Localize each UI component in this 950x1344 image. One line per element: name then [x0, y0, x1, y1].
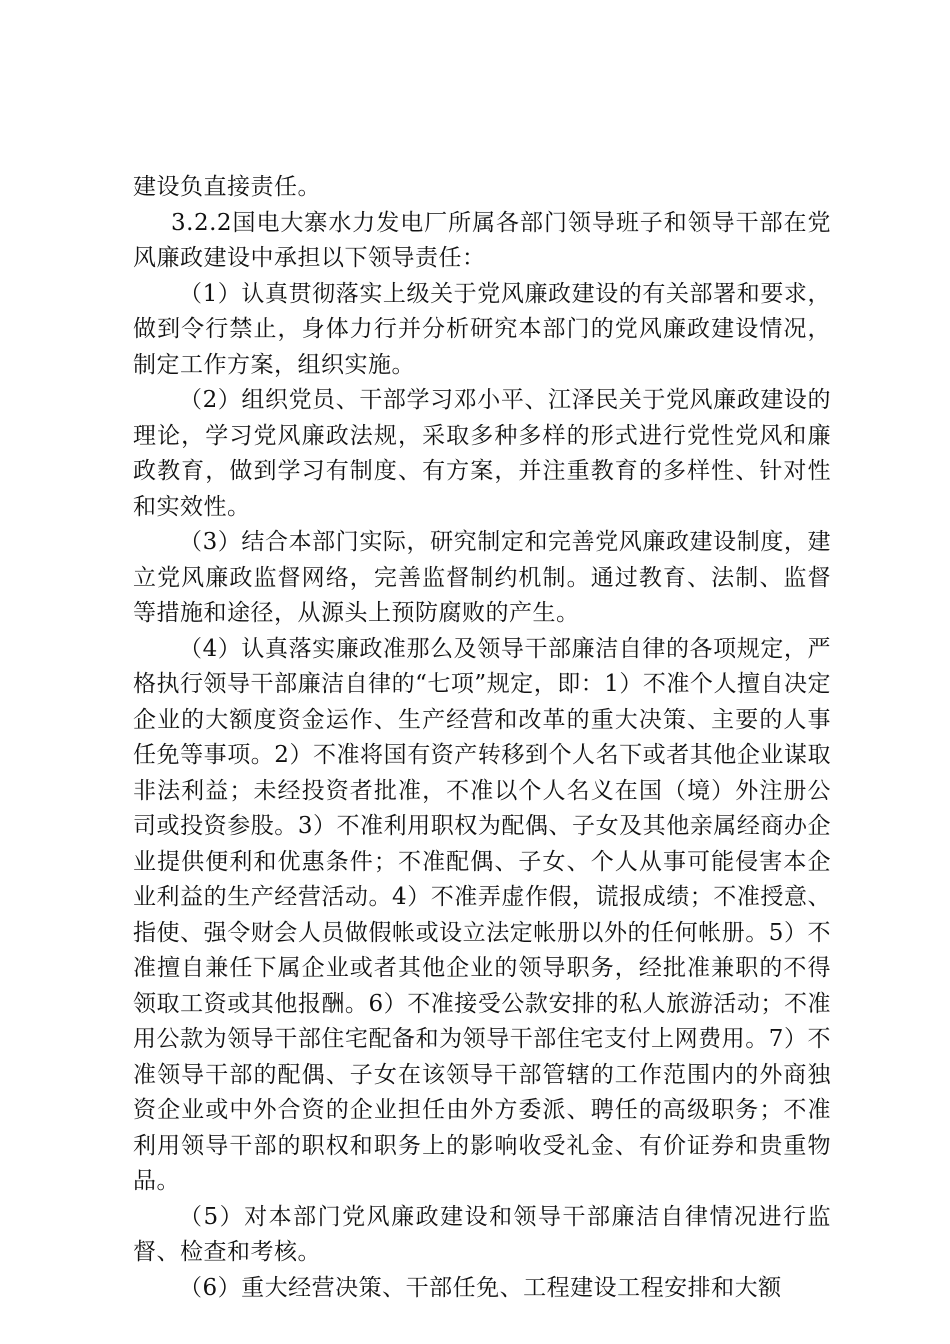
list-item-5: （5）对本部门党风廉政建设和领导干部廉洁自律情况进行监督、检查和考核。	[133, 1203, 831, 1265]
list-item-3: （3）结合本部门实际，研究制定和完善党风廉政建设制度，建立党风廉政监督网络，完善监督制约机制。通过教育、法制、监督等措施和途径，从源头上预防腐败的产生。	[133, 529, 831, 626]
list-item-2: （2）组织党员、干部学习邓小平、江泽民关于党风廉政建设的理论，学习党风廉政法规，采取多种多样的形式进行党性党风和廉政教育，做到学习有制度、有方案，并注重教育的多样性、针对性和实效性。	[133, 387, 831, 520]
section-heading-3-2-2: 3.2.2国电大寨水力发电厂所属各部门领导班子和领导干部在党风廉政建设中承担以下领导责任：	[133, 209, 831, 271]
list-item-6: （6）重大经营决策、干部任免、工程建设工程安排和大额	[179, 1274, 782, 1301]
list-item-1: （1）认真贯彻落实上级关于党风廉政建设的有关部署和要求，做到令行禁止，身体力行并分析研究本部门的党风廉政建设情况，制定工作方案，组织实施。	[133, 280, 831, 378]
paragraph-continuation: 建设负直接责任。	[133, 174, 321, 200]
document-body	[133, 170, 831, 1306]
list-item-4: （4）认真落实廉政准那么及领导干部廉洁自律的各项规定，严格执行领导干部廉洁自律的“七项”规定，即：1）不准个人擅自决定企业的大额度资金运作、生产经营和改革的重大决策、主要的人事任免等事项。2）不准将国有资产转移到个人名下或者其他企业谋取非法利益；未经投资者批准，不准以个人名义在国（境）外注册公司或投资参股。3）不准利用职权为配偶、子女及其他亲属经商办企业提供便利和优惠条件；不准配偶、子女、个人从事可能侵害本企业利益的生产经营活动。4）不准弄虚作假，谎报成绩；不准授意、指使、强令财会人员做假帐或设立法定帐册以外的任何帐册。5）不准擅自兼任下属企业或者其他企业的领导职务，经批准兼职的不得领取工资或其他报酬。6）不准接受公款安排的私人旅游活动；不准用公款为领导干部住宅配备和为领导干部住宅支付上网费用。7）不准领导干部的配偶、子女在该领导干部管辖的工作范围内的外商独资企业或中外合资的企业担任由外方委派、聘任的高级职务；不准利用领导干部的职权和职务上的影响收受礼金、有价证券和贵重物品。	[133, 635, 831, 1194]
